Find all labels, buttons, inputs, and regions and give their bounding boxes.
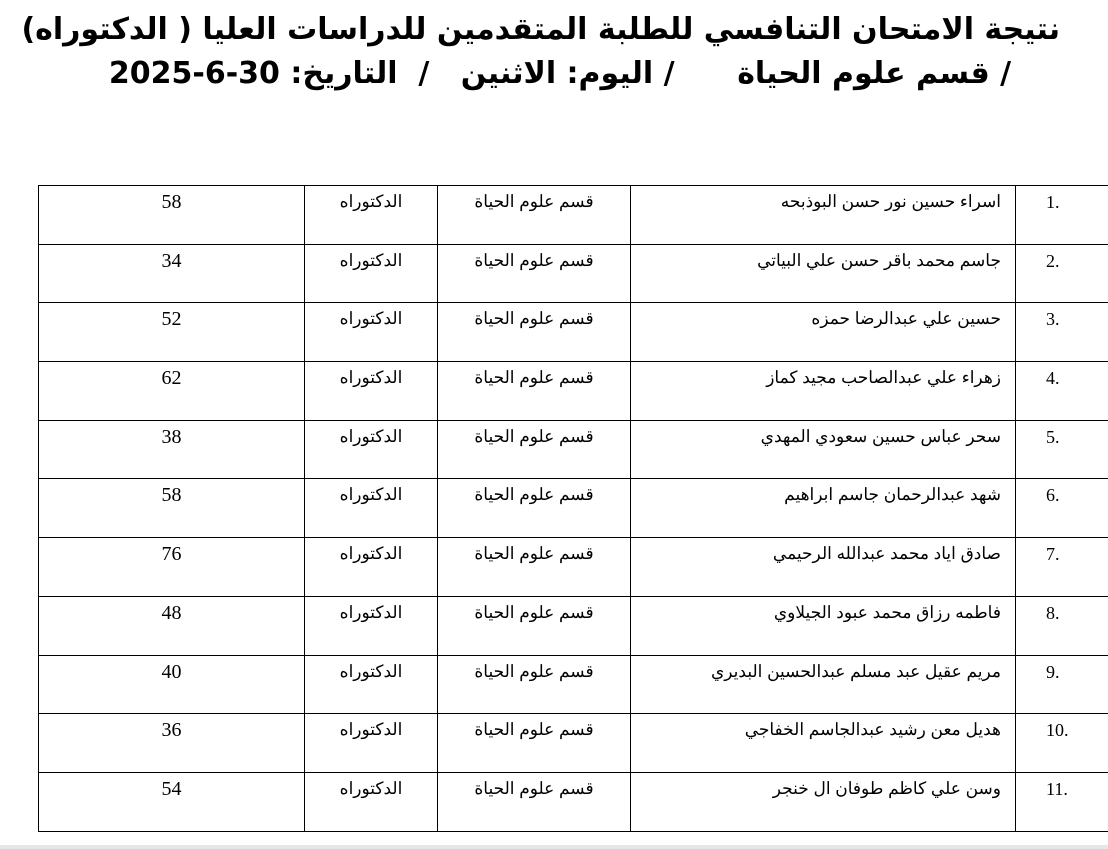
department-cell: قسم علوم الحياة <box>438 420 631 479</box>
student-name-cell: اسراء حسين نور حسن البوذبحه <box>631 186 1016 245</box>
degree-cell: الدكتوراه <box>305 303 438 362</box>
degree-cell: الدكتوراه <box>305 186 438 245</box>
row-number-cell: 2. <box>1016 244 1108 303</box>
row-number-cell: 7. <box>1016 538 1108 597</box>
student-name-cell: شهد عبدالرحمان جاسم ابراهيم <box>631 479 1016 538</box>
score-cell: 38 <box>39 420 305 479</box>
student-name-cell: هديل معن رشيد عبدالجاسم الخفاجي <box>631 714 1016 773</box>
degree-cell: الدكتوراه <box>305 244 438 303</box>
degree-cell: الدكتوراه <box>305 420 438 479</box>
row-number-cell: 11. <box>1016 772 1108 831</box>
score-cell: 54 <box>39 772 305 831</box>
degree-cell: الدكتوراه <box>305 538 438 597</box>
document-title: نتيجة الامتحان التنافسي للطلبة المتقدمين للدراسات العليا ( الدكتوراه) <box>21 12 1060 47</box>
score-cell: 76 <box>39 538 305 597</box>
department-cell: قسم علوم الحياة <box>438 244 631 303</box>
department-cell: قسم علوم الحياة <box>438 362 631 421</box>
degree-cell: الدكتوراه <box>305 479 438 538</box>
document-subtitle <box>60 52 1060 96</box>
department-cell: قسم علوم الحياة <box>438 596 631 655</box>
score-cell: 52 <box>39 303 305 362</box>
department-cell: قسم علوم الحياة <box>438 186 631 245</box>
row-number-cell: 9. <box>1016 655 1108 714</box>
score-cell: 40 <box>39 655 305 714</box>
department-cell: قسم علوم الحياة <box>438 479 631 538</box>
results-table <box>38 185 1108 832</box>
student-name-cell: حسين علي عبدالرضا حمزه <box>631 303 1016 362</box>
student-name-cell: صادق اياد محمد عبدالله الرحيمي <box>631 538 1016 597</box>
degree-cell: الدكتوراه <box>305 772 438 831</box>
row-number-cell: 8. <box>1016 596 1108 655</box>
department-cell: قسم علوم الحياة <box>438 538 631 597</box>
student-name-cell: مريم عقيل عبد مسلم عبدالحسين البديري <box>631 655 1016 714</box>
score-cell: 34 <box>39 244 305 303</box>
department-cell: قسم علوم الحياة <box>438 714 631 773</box>
score-cell: 48 <box>39 596 305 655</box>
row-number-cell: 3. <box>1016 303 1108 362</box>
score-cell: 36 <box>39 714 305 773</box>
degree-cell: الدكتوراه <box>305 655 438 714</box>
row-number-cell: 6. <box>1016 479 1108 538</box>
row-number-cell: 4. <box>1016 362 1108 421</box>
table-row <box>39 655 1108 714</box>
row-number-cell: 5. <box>1016 420 1108 479</box>
row-number-cell: 1. <box>1016 186 1108 245</box>
department-cell: قسم علوم الحياة <box>438 303 631 362</box>
table-row <box>39 303 1108 362</box>
degree-cell: الدكتوراه <box>305 362 438 421</box>
table-row <box>39 244 1108 303</box>
student-name-cell: سحر عباس حسين سعودي المهدي <box>631 420 1016 479</box>
table-row <box>39 362 1108 421</box>
student-name-cell: فاطمه رزاق محمد عبود الجيلاوي <box>631 596 1016 655</box>
department-cell: قسم علوم الحياة <box>438 772 631 831</box>
table-row <box>39 479 1108 538</box>
page-bottom-edge <box>0 845 1108 849</box>
score-cell: 58 <box>39 479 305 538</box>
student-name-cell: جاسم محمد باقر حسن علي البياتي <box>631 244 1016 303</box>
score-cell: 58 <box>39 186 305 245</box>
row-number-cell: 10. <box>1016 714 1108 773</box>
degree-cell: الدكتوراه <box>305 714 438 773</box>
score-cell: 62 <box>39 362 305 421</box>
results-table-body <box>39 186 1108 832</box>
table-row <box>39 714 1108 773</box>
table-row <box>39 596 1108 655</box>
subtitle-text: / قسم علوم الحياة / اليوم: الاثنين / التاريخ: 30-6-2025 <box>108 56 1012 91</box>
table-row <box>39 186 1108 245</box>
table-row <box>39 538 1108 597</box>
table-row <box>39 772 1108 831</box>
department-cell: قسم علوم الحياة <box>438 655 631 714</box>
student-name-cell: وسن علي كاظم طوفان ال خنجر <box>631 772 1016 831</box>
degree-cell: الدكتوراه <box>305 596 438 655</box>
table-row <box>39 420 1108 479</box>
student-name-cell: زهراء علي عبدالصاحب مجيد كماز <box>631 362 1016 421</box>
